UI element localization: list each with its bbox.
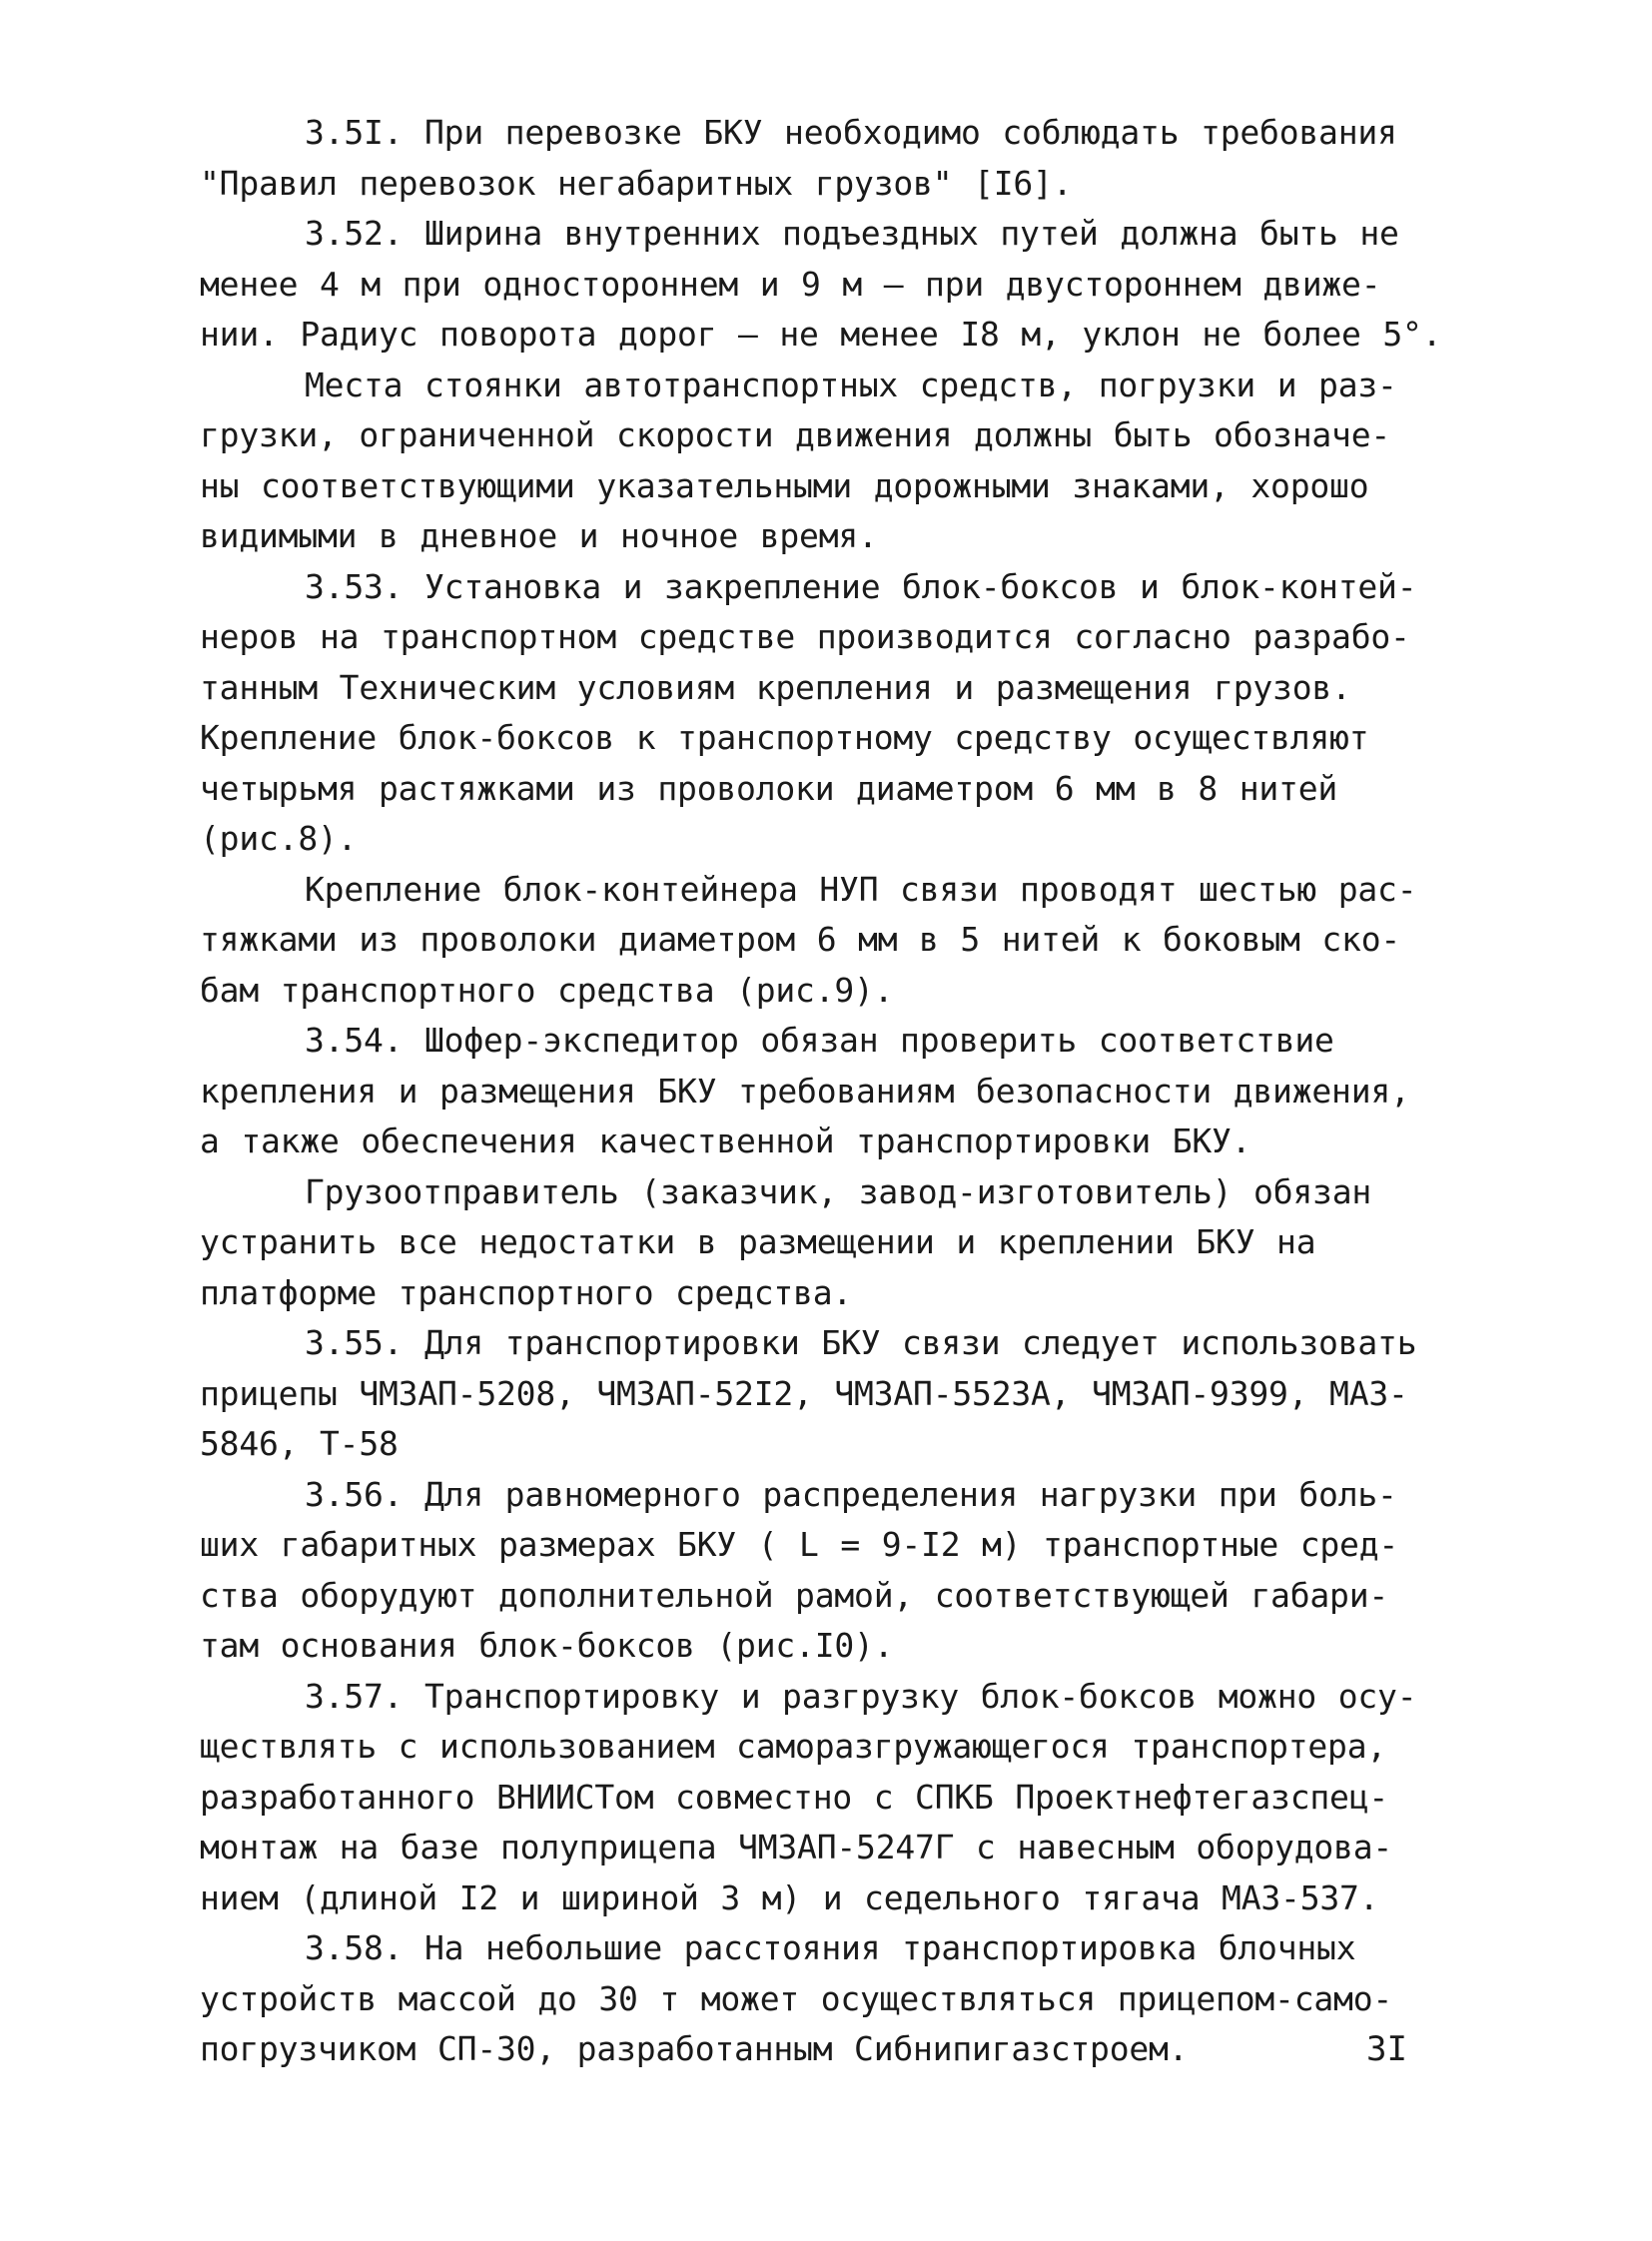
paragraph-shipper <box>200 1167 1438 1319</box>
text-line: 3.58. На небольшие расстояния транспортировка блочных <box>305 1928 1356 1967</box>
document-page <box>200 108 1442 2075</box>
text-line: монтаж на базе полуприцепа ЧМЗАП-5247Г с навесным оборудова- <box>200 1828 1393 1867</box>
text-line: крепления и размещения БКУ требованиям безопасности движения, <box>200 1071 1410 1111</box>
text-line: устройств массой до 30 т может осуществляться прицепом-само- <box>200 1978 1393 2018</box>
text-line: (рис.8). <box>200 819 358 858</box>
text-line: ства оборудуют дополнительной рамой, соответствующей габари- <box>200 1575 1389 1615</box>
text-line: разработанного ВНИИСТом совместно с СПКБ Проектнефтегазспец- <box>200 1777 1389 1817</box>
text-line: Места стоянки автотранспортных средств, погрузки и раз- <box>305 365 1397 404</box>
text-line: неров на транспортном средстве производится согласно разрабо- <box>200 617 1410 656</box>
text-line: ны соответствующими указательными дорожными знаками, хорошо <box>200 465 1369 505</box>
text-line: видимыми в дневное и ночное время. <box>200 516 878 555</box>
text-line: Грузоотправитель (заказчик, завод-изготовитель) обязан <box>305 1171 1372 1211</box>
text-line: "Правил перевозок негабаритных грузов" [I6]. <box>200 163 1073 203</box>
text-line: 3.55. Для транспортировки БКУ связи следует использовать <box>305 1323 1417 1362</box>
paragraph-3-55 <box>200 1318 1438 1470</box>
text-line: 3.57. Транспортировку и разгрузку блок-боксов можно осу- <box>305 1676 1417 1716</box>
text-line: ших габаритных размерах БКУ ( L = 9-I2 м) транспортные сред- <box>200 1525 1399 1564</box>
text-line: платформе транспортного средства. <box>200 1272 853 1312</box>
text-line: 3.56. Для равномерного распределения нагрузки при боль- <box>305 1474 1397 1514</box>
text-line: 3.52. Ширина внутренних подъездных путей должна быть не <box>305 214 1399 253</box>
text-line: там основания блок-боксов (рис.I0). <box>200 1626 894 1665</box>
paragraph-3-53 <box>200 562 1438 865</box>
text-line: тяжками из проволоки диаметром 6 мм в 5 нитей к боковым ско- <box>200 920 1401 959</box>
paragraph-nup-container <box>200 865 1438 1017</box>
text-line: 3.5I. При перевозке БКУ необходимо соблюдать требования <box>305 113 1397 152</box>
text-line: менее 4 м при одностороннем и 9 м – при двустороннем движе- <box>200 264 1381 304</box>
text-line: танным Техническим условиям крепления и размещения грузов. <box>200 667 1351 707</box>
text-line: устранить все недостатки в размещении и креплении БКУ на <box>200 1222 1316 1261</box>
text-line: нием (длиной I2 и шириной 3 м) и седельного тягача МАЗ-537. <box>200 1877 1379 1917</box>
page-number: 3I <box>1366 2029 1407 2069</box>
paragraph-3-56 <box>200 1470 1438 1672</box>
text-line: погрузчиком СП-30, разработанным Сибнипигазстроем. <box>200 2029 1189 2068</box>
paragraph-3-57 <box>200 1672 1438 1924</box>
paragraph-3-51 <box>200 108 1438 209</box>
text-line: Крепление блок-боксов к транспортному средству осуществляют <box>200 718 1369 757</box>
text-line: нии. Радиус поворота дорог – не менее I8 м, уклон не более 5°. <box>200 315 1442 354</box>
text-line: 3.54. Шофер-экспедитор обязан проверить соответствие <box>305 1021 1334 1060</box>
text-line: 3.53. Установка и закрепление блок-боксов и блок-контей- <box>305 566 1417 606</box>
text-line: а также обеспечения качественной транспортировки БКУ. <box>200 1121 1251 1160</box>
text-line: ществлять с использованием саморазгружающегося транспортера, <box>200 1727 1387 1766</box>
paragraph-3-52 <box>200 209 1442 361</box>
text-line: Крепление блок-контейнера НУП связи проводят шестью рас- <box>305 869 1417 909</box>
text-line: бам транспортного средства (рис.9). <box>200 970 894 1010</box>
text-line: прицепы ЧМЗАП-5208, ЧМЗАП-52I2, ЧМЗАП-5523А, ЧМЗАП-9399, МАЗ- <box>200 1373 1408 1413</box>
text-line: грузки, ограниченной скорости движения должны быть обозначе- <box>200 415 1391 454</box>
paragraph-parking <box>200 361 1438 562</box>
text-line: четырьмя растяжками из проволоки диаметром 6 мм в 8 нитей <box>200 768 1338 808</box>
paragraph-3-54 <box>200 1016 1438 1167</box>
text-line: 5846, Т-58 <box>200 1424 399 1463</box>
paragraph-3-58 <box>200 1923 1438 2075</box>
